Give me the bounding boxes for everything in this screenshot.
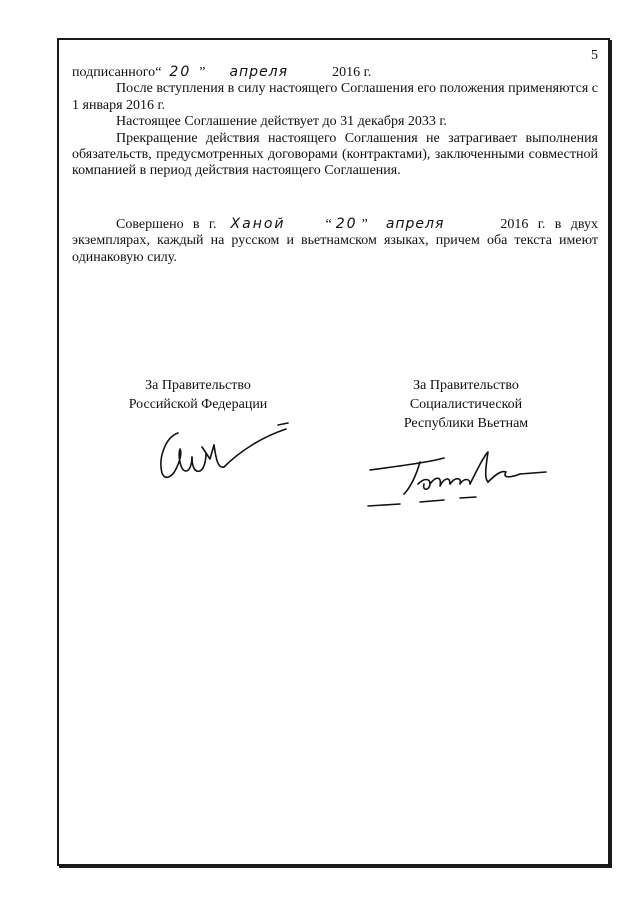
signatory-russia-line2: Российской Федерации [128,397,268,412]
signature-russia-icon [150,415,300,487]
handwritten-city: Ханой [230,216,286,232]
open-quote: “ [155,65,162,80]
signed-prefix: подписанного [72,65,156,80]
done-prefix: Совершено в г. [116,217,217,232]
handwritten-month: апреля [385,216,445,232]
signatory-vietnam-line1: За Правительство [413,378,519,393]
open-quote: “ [325,217,332,232]
paragraph-termination: Прекращение действия настоящего Соглашения не затрагивает выполнения обязательств, предусмотренных договорами (контрактами), заключенными совместной компанией в период действия настоящего Соглашения. [72,130,598,179]
signatory-vietnam [376,376,556,433]
close-quote: ” [199,65,206,80]
handwritten-day: 20 [335,216,358,232]
close-quote: ” [361,217,368,232]
handwritten-day: 20 [169,64,192,80]
page-number: 5 [591,48,598,63]
signatory-russia-line1: За Правительство [145,378,251,393]
document-body [72,64,598,180]
done-rest: 2016 г. в двух экземплярах, каждый на русском и вьетнамском языках, причем оба текста имеют одинаковую силу. [72,217,599,265]
signed-year: 2016 г. [332,65,372,80]
signature-vietnam-icon [360,448,560,518]
paragraph-duration: Настоящее Соглашение действует до 31 декабря 2033 г. [116,114,448,130]
done-line [72,216,598,266]
signatory-russia [108,376,288,414]
done-paragraph [72,216,598,266]
signed-line [72,64,598,81]
handwritten-month: апреля [229,64,289,80]
signatory-vietnam-line2: Социалистической [409,397,523,412]
paragraph-effective: После вступления в силу настоящего Соглашения его положения применяются с 1 января 2016 г. [72,81,598,113]
signatory-vietnam-line3: Республики Вьетнам [403,416,529,431]
